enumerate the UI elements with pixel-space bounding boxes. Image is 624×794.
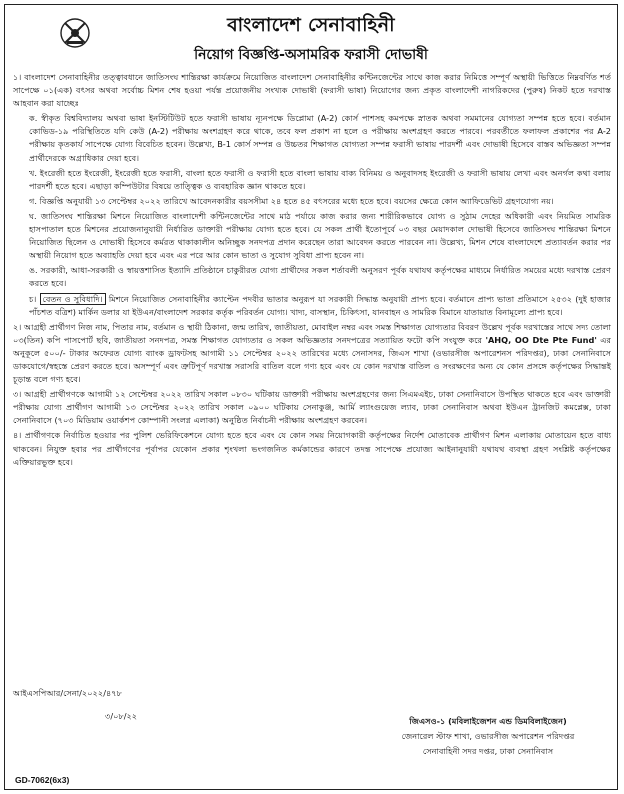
- clause-gha: ঘ. জাতিসংঘ শান্তিরক্ষা মিশনে নিয়োজিত বাংলাদেশী কন্টিনজেন্টের সাথে মাঠ পর্যায়ে কাজ করার জন্য শারীরিকভাবে যোগ্য ও সুঠাম দেহের অধিকারী এবং নিয়মিত সামরিক হাসপাতাল হতে মিশনের প্রয়োজনানুযায়ী নির্ধারিত ডাক্তারী পরীক্ষায় যোগ্য হতে হবে। যে সকল প্রার্থী ইতোপূর্বে ০৩ বছর মেয়াদকাল দোভাষী হিসেবে জাতিসংঘ শান্তিরক্ষা মিশনে নিয়োজিত ছিলেন ও দোভাষী হিসেবে কর্মরত থাকাকালীন অনিচ্ছুক সনদপত্র প্রদান করেছেন তারা আবেদন করতে পারবেন না। উল্লেখ্য, মিশন শেষে বাংলাদেশে প্রত্যাবর্তন করার পর অস্থায়ী নিয়োগ হতে অব্যাহতি দেয়া হবে এবং এর পরে আর কোন ভাতা ও সুযোগ সুবিধা প্রাপ্য হবেন না।: [29, 210, 611, 261]
- signature-block: [373, 714, 603, 759]
- clause-kha: খ. ইংরেজী হতে ইংরেজী, ইংরেজী হতে ফরাসী, বাংলা হতে ফরাসী ও ফরাসী হতে বাংলা ভাষায় বাক্য বিনিময় ও অনুবাদসহ ইংরেজী ও ফরাসী ভাষায় লেখা এবং অনর্গল কথা বলায় পারদর্শী হতে হবে। এছাড়া কম্পিউটার বিষয়ে তাত্ত্বিক ও ব্যবহারিক জ্ঞান থাকতে হবে।: [29, 167, 611, 191]
- organization-title: বাংলাদেশ সেনাবাহিনী: [227, 14, 395, 36]
- reference-number: আইএসপিআর/সেনা/২০২২/৪৭৮: [13, 688, 122, 698]
- signatory-office: সেনাবাহিনী সদর দপ্তর, ঢাকা সেনানিবাস: [422, 746, 554, 756]
- notice-frame: [4, 4, 618, 790]
- salary-text: মিশনে নিয়োজিত সেনাবাহিনীর ক্যাপ্টেন পদবীর ভাতার অনুরূপ যা সরকারী সিদ্ধান্ত অনুযায়ী প্রাপ্য হবে। বর্তমানে প্রাপ্য ভাতা প্রতিমাসে ২৫৩২ (দুই হাজার পাঁচশত বত্রিশ) মার্কিন ডলার যা ইউএন/বাংলাদেশ সরকার কর্তৃক পরিবর্তন যোগ্য। খাদ্য, বাসস্থান, চিকিৎসা, যানবাহন ও সামরিক বিমানে যাতায়াত বিনামূল্যে প্রাপ্য হবে।: [29, 293, 612, 317]
- fund-name: 'AHQ, OO Dte Pte Fund': [485, 334, 597, 345]
- paragraph-2-part-a: ২। আগ্রহী প্রার্থীগণ নিজ নাম, পিতার নাম, বর্তমান ও স্থায়ী ঠিকানা, জন্ম তারিখ, জাতীয়তা, মোবাইল নম্বর এবং সমস্ত শিক্ষাগত যোগ্যতার বিবরণ উল্লেখ পূর্বক দরখাস্তের সাথে সদ্য তোলা ০৩(তিন) কপি পাসপোর্ট ছবি, জাতীয়তা সনদপত্র, সমস্ত শিক্ষাগত যোগ্যতার ও সকল অভিজ্ঞতার সনদপত্রের সত্যায়িত ফটো কপি সংযুক্ত করে: [13, 321, 611, 345]
- paragraph-1: ১। বাংলাদেশ সেনাবাহিনীর তত্ত্বাবধানে জাতিসংঘ শান্তিরক্ষা কার্যক্রমে নিয়োজিত বাংলাদেশ সেনাবাহিনীর কন্টিনজেন্টের সাথে কাজ করার নিমিত্তে সম্পূর্ণ অস্থায়ী ভিত্তিতে নিম্নবর্ণিত শর্ত সাপেক্ষে ০১(এক) বৎসর অথবা সর্বোচ্চ মিশন শেষ হওয়া পর্যন্ত প্রয়োজনীয় সংখ্যক দোভাষী (ফরাসী ভাষা) নিয়োগের জন্য প্রকৃত বাংলাদেশী নাগরিকদের (পুরুষ) নিকট হতে দরখাস্ত আহবান করা যাচ্ছেঃ: [13, 72, 611, 109]
- clause-uma: ঙ. সরকারী, আধা-সরকারী ও স্বায়ত্তশাসিত ইত্যাদি প্রতিষ্ঠানে চাকুরীরত যোগ্য প্রার্থীদের সকল শর্তাবলী অনুসরণ পূর্বক যথাযথ কর্তৃপক্ষের মাধ্যমে নির্ধারিত সময়ের মধ্যে দরখাস্ত প্রেরণ করতে হবে।: [29, 265, 611, 289]
- signatory-branch: জেনারেল স্টাফ শাখা, ওভারসীজ অপারেশন পরিদপ্তর: [401, 731, 575, 741]
- clause-ca: চ। বেতন ও সুবিধাদি। মিশনে নিয়োজিত সেনাবাহিনীর ক্যাপ্টেন পদবীর ভাতার অনুরূপ যা সরকারী সিদ্ধান্ত অনুযায়ী প্রাপ্য হবে। বর্তমানে প্রাপ্য ভাতা প্রতিমাসে ২৫৩২ (দুই হাজার পাঁচশত বত্রিশ) মার্কিন ডলার যা ইউএন/বাংলাদেশ সরকার কর্তৃক পরিবর্তন যোগ্য। খাদ্য, বাসস্থান, চিকিৎসা, যানবাহন ও সামরিক বিমানে যাতায়াত বিনামূল্যে প্রাপ্য হবে।: [29, 293, 612, 317]
- notice-body: [13, 71, 611, 471]
- gd-code: GD-7062(6x3): [15, 775, 70, 785]
- notice-subject: নিয়োগ বিজ্ঞপ্তি-অসামরিক ফরাসী দোভাষী: [194, 47, 428, 63]
- paragraph-2-part-b: এর অনুকূলে ৫০০/- টাকার অফেরত যোগ্য ব্যাংক ড্রাফটসহ আগামী ১১ সেপ্টেম্বর ২০২২ তারিখের মধ্যে সেনাসদর, জিএস শাখা (ওভারসীজ অপারেশনস পরিদপ্তর), ঢাকা সেনানিবাসে ডাকযোগে/স্বহস্তে প্রেরণ করতে হবে। অসম্পূর্ণ এবং ত্রুটিপূর্ণ দরখাস্ত সরাসরি বাতিল বলে গণ্য হবে এবং যে কোন দরখাস্ত বাতিল ও সংরক্ষণের অন্য যে কোন প্রসঙ্গে কর্তৃপক্ষের সিদ্ধান্তই চূড়ান্ত বলে গণ্য হবে।: [13, 334, 611, 385]
- paragraph-2: [13, 321, 611, 386]
- signatory-title: জিএসও-১ (মবিলাইজেশন এন্ড ডিমবিলাইজেন): [409, 716, 567, 726]
- issue-date: ৩/০৮/২২: [105, 711, 138, 721]
- paragraph-3: ৩। আগ্রহী প্রার্থীগণকে আগামী ১২ সেপ্টেম্বর ২০২২ তারিখ সকাল ০৮৩০ ঘটিকায় ডাক্তারী পরীক্ষায় অংশগ্রহণের জন্য সিএমএইচ, ঢাকা সেনানিবাসে উপস্থিত থাকতে হবে এবং ডাক্তারী পরীক্ষায় যোগ্য প্রার্থীগণ আগামী ১৩ সেপ্টেম্বর ২০২২ তারিখ সকাল ০৯০০ ঘটিকায় সেনাকুঞ্জ, আর্মি ল্যাংগুয়েজ ল্যাব, ঢাকা সেনানিবাস অথবা ইউএন ট্রানজিট কমপ্লেক্স, ঢাকা সেনানিবাসে (৭০৩ মিডিয়াম ওয়ার্কশপ কোম্পানী সংলগ্ন এলাকা) অনুষ্ঠিত নির্বাচনী পরীক্ষায় অংশগ্রহণ করবেন।: [13, 389, 611, 426]
- clause-ka: ক. স্বীকৃত বিশ্ববিদ্যালয় অথবা ভাষা ইনস্টিটিউট হতে ফরাসী ভাষায় ন্যূনপক্ষে ডিপ্লোমা (A-2) কোর্স পাশসহ কমপক্ষে স্নাতক অথবা সমমানের যোগ্যতা সম্পন্ন হতে হবে। বর্তমান কোভিড-১৯ পরিস্থিতিতে যদি কেউ (A-2) পরীক্ষায় অংশগ্রহণ করে থাকে, তবে ফল প্রকাশ না হলে ও পরীক্ষায় অংশগ্রহণ করতে পারবে। পরবর্তীতে ফলাফল প্রকাশের পর A-2 পরীক্ষায় কৃতকার্য সাপেক্ষে যোগ্য বিবেচিত হবেন। উল্লেখ্য, B-1 কোর্স সম্পন্ন ও উচ্চতর শিক্ষাগত যোগ্যতা সম্পন্ন ফরাসী ভাষায় পারদর্শী এবং দোভাষী হিসেবে বাস্তব অভিজ্ঞতা সম্পন্ন প্রার্থীদেরকে অগ্রাধিকার দেয়া হবে।: [29, 113, 611, 163]
- clause-ga: গ. বিজ্ঞপ্তি অনুযায়ী ১৩ সেপ্টেম্বর ২০২২ তারিখে আবেদনকারীর বয়সসীমা ২৪ হতে ৪৫ বৎসরের মধ্যে হতে হবে। বয়সের ক্ষেত্রে কোন অ্যাফিডেভিট গ্রহণযোগ্য নয়।: [29, 195, 554, 206]
- salary-label: বেতন ও সুবিধাদি।: [40, 293, 106, 305]
- paragraph-4: ৪। প্রার্থীগণকে নির্বাচিত হওয়ার পর পুলিশ ভেরিফিকেশনে যোগ্য হতে হবে এবং যে কোন সময় নিয়োগকারী কর্তৃপক্ষের নির্দেশ মোতাবেক প্রার্থীগণ মিশন এলাকায় মোতায়েন হতে বাধ্য থাকবেন। নিযুক্ত হবার পর প্রার্থীগণের পূর্বাপর যেকোন প্রকার শৃংখলা ভংগজনিত কর্মকান্ডের কারণে তদন্ত সাপেক্ষে প্রযোজ্য আইনানুযায়ী যথাযথ ব্যবস্থা গ্রহণ সংশ্লিষ্ট কর্তৃপক্ষের এক্তিয়ারভুক্ত হবে।: [13, 430, 611, 467]
